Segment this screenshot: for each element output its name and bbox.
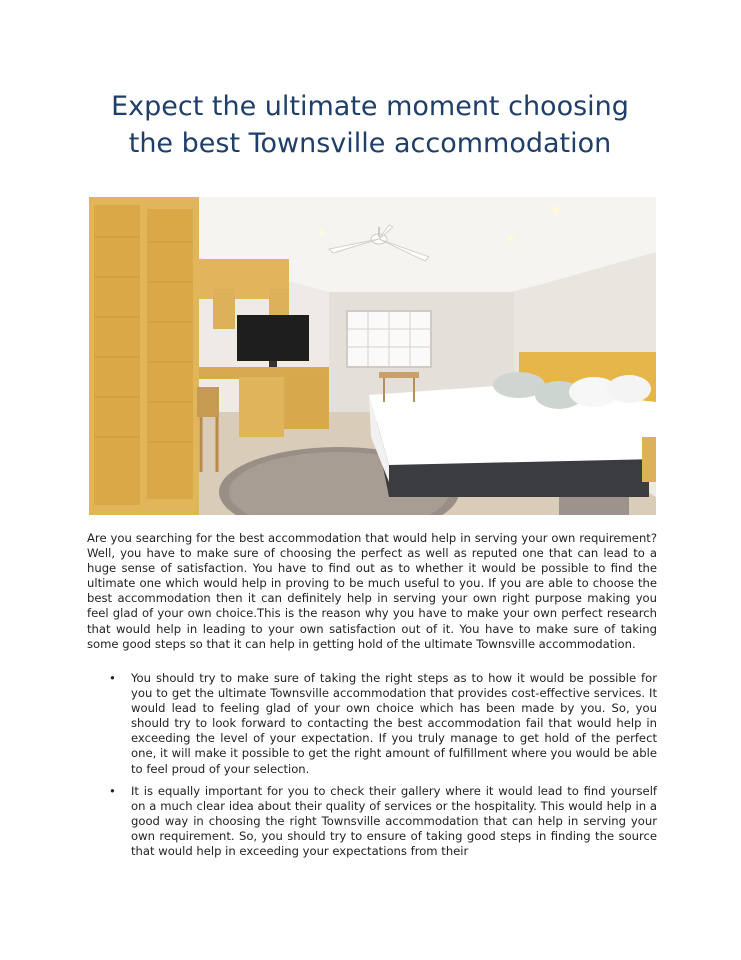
title-line-1: Expect the ultimate moment choosing [111,91,629,122]
intro-paragraph: Are you searching for the best accommodation that would help in serving your own requirement? Well, you have to make sure of choosing the perfect as well as reputed one that can lead to a huge sense of satisfaction. You have to find out as to whether it would be possible to find the ultimate one which would help in proving to be much useful to you. If you are able to choose the best accommodation then it can definitely help in serving your own right purpose making you feel glad of your own choice.This is the reason why you have to make your own perfect research that would help in leading to your own satisfaction out of it. You have to make sure of taking some good steps so that it can help in getting hold of the ultimate Townsville accommodation. [87,531,657,651]
list-item [87,784,657,859]
bullet-icon: • [109,783,116,798]
title-line-2: the best Townsville accommodation [128,128,612,159]
list-item [87,671,657,777]
bullet-text: It is equally important for you to check their gallery where it would lead to find yourself on a much clear idea about their quality of services or the hospitality. This would help in a good way in choosing the right Townsville accommodation that can help in serving your own requirement. So, you should try to ensure of taking good steps in finding the source that would help in exceeding your expectations from their [131,783,657,859]
bullet-text: You should try to make sure of taking the right steps as to how it would be possible for you to get the ultimate Townsville accommodation that provides cost-effective services. It would lead to feeling glad of your own choice which has been made by you. So, you should try to look forward to contacting the best accommodation fail that would help in exceeding the level of your expectation. If you truly manage to get hold of the perfect one, it will make it possible to get the right amount of fulfillment where you would be able to feel proud of your selection. [131,671,657,776]
bullet-list [87,671,657,866]
document-title [70,88,670,162]
hotel-room-photo [89,197,656,515]
bullet-icon: • [109,671,116,685]
